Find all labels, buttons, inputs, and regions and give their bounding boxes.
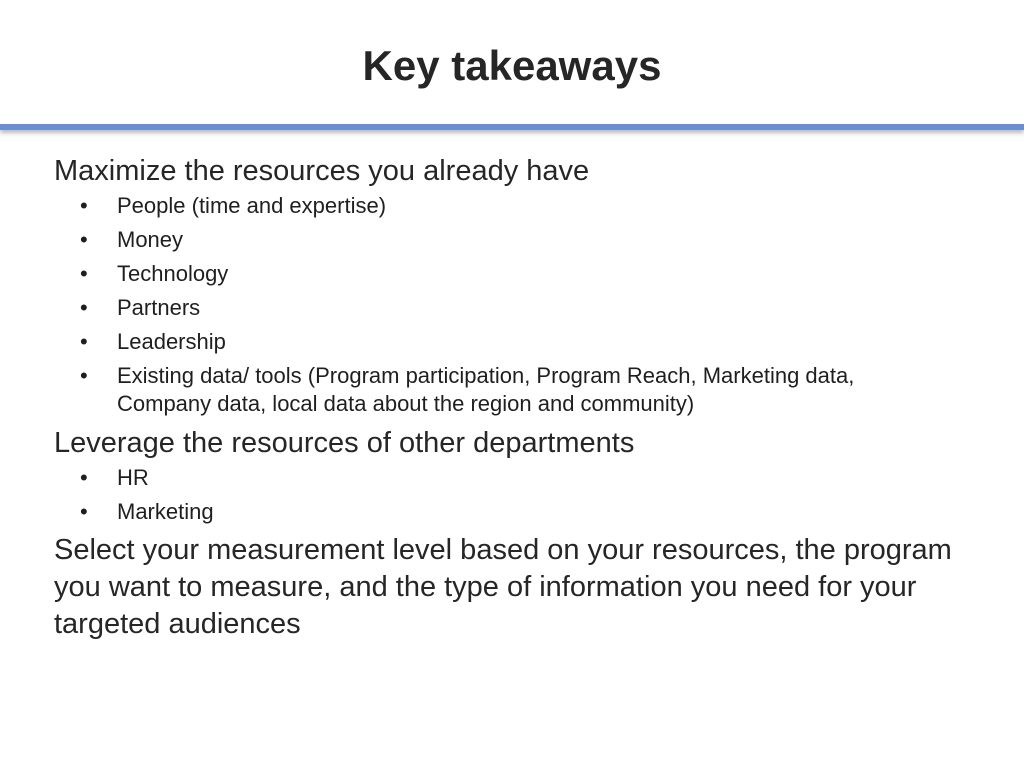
bullet-icon: • [80, 499, 88, 524]
list-item: • Marketing [80, 499, 214, 524]
bullet-list-leverage [54, 464, 954, 526]
bullet-icon: • [80, 329, 88, 354]
list-item: • Money [80, 227, 184, 252]
section-heading-select: Select your measurement level based on your resources, the program you want to measure, and the type of information you need for your targeted audiences [54, 534, 952, 640]
list-item: • Existing data/ tools (Program participation, Program Reach, Marketing data, Company data, local data about the region and community) [80, 363, 855, 416]
section-heading-maximize: Maximize the resources you already have [54, 155, 590, 187]
list-item: • Technology [80, 261, 229, 286]
bullet-icon: • [80, 261, 88, 286]
bullet-icon: • [80, 227, 88, 252]
bullet-icon: • [80, 295, 88, 320]
list-item: • Leadership [80, 329, 226, 354]
bullet-icon: • [80, 363, 88, 388]
list-item: • HR [80, 465, 149, 490]
slide-body [54, 152, 954, 643]
list-item: • Partners [80, 295, 201, 320]
title-divider [0, 124, 1024, 130]
bullet-icon: • [80, 193, 88, 218]
bullet-icon: • [80, 465, 88, 490]
bullet-list-maximize [54, 192, 954, 418]
slide-title: Key takeaways [362, 42, 662, 89]
list-item: • People (time and expertise) [80, 193, 387, 218]
section-heading-leverage: Leverage the resources of other departments [54, 427, 635, 459]
